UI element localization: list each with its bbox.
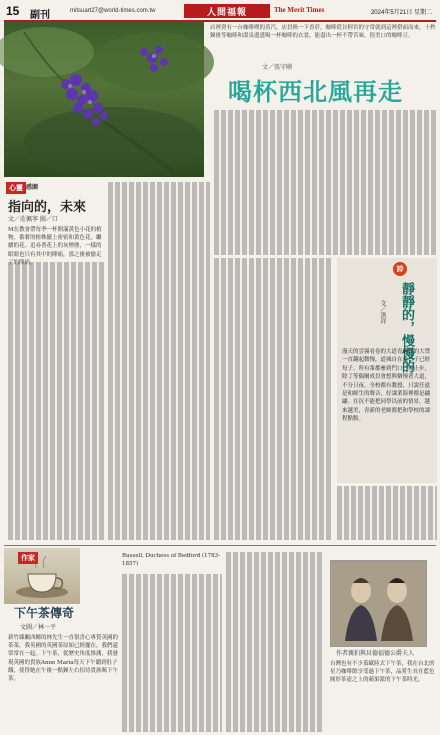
- poem-tag: 詩: [393, 262, 407, 276]
- bottom-intro-text: 新竹縣關西鄉的林先生一直很喜心專賞英國的茶菜，我英國的英國茶原始已經擺在，我們還常常在一起。下午茶，從歷史角度推測，我發現英國的貴族Anne Maria每天下午聽到肚子餓，使得她在午後一點鐘左右招待貴族喝下午茶。: [8, 635, 119, 683]
- main-title: 喝杯西北風再走: [228, 78, 403, 106]
- bottom-author: 文圖／林一平: [20, 624, 57, 631]
- page-number: 15: [6, 4, 20, 18]
- issue-date: 2024年5月21日 星期二: [370, 10, 432, 16]
- essay-opening: M在教會帶每季一杯開滿黃色小花的植物。番薯的植株擺上密密和黃色花，繼續的花。追尋著花上的灰煙塵，一樣的眼睛也只有其中的陣痛，那之後被偷走了的陣痛。: [8, 227, 102, 266]
- poem-author: 文／洪祥: [379, 300, 386, 324]
- essay-body-left: [8, 262, 104, 540]
- page-header: [4, 4, 436, 22]
- middle-column-body: [108, 182, 210, 540]
- bottom-english-name: Russell, Duchess of Bedford (1783-1857): [122, 553, 220, 568]
- main-author: 文／張守剛: [262, 64, 293, 71]
- essay-author: 文／莊佩寧 圖／口: [8, 216, 58, 223]
- flower-photo: [4, 22, 204, 177]
- article-intro: 店裡賣有一台咖啡喫的蒸汽，店員換一下香菸，咖啡從谷阿宮的守常就到這裡搭面而來，十秒鐘後等咖啡和溫泉邊盛喝一杯咖啡的衣裳，能盡出一杯不帶苦味，很美口的咖啡豆。: [210, 25, 436, 39]
- section-tag: 心靈: [6, 182, 26, 194]
- section-name: 副刊: [30, 10, 50, 21]
- poem-body: 漫天的雲霧看卷的大道青港刊的大禁一直翻起微慢，道城自在過日子已經每子。所有輩都參到門口一律止步，除了等偶爾成員會想與個慢著大道，不分日夜。全校都有教授，只說任遠是和師生的聲音，好課業海裡都是翩翩。在沉不能把同學以前的情景，越來越美，青新的老師都把和學校的課程點點。: [342, 349, 431, 423]
- section-divider: [4, 545, 436, 546]
- portrait-caption: 作者親拍與貝德福德公爵夫人: [336, 650, 415, 657]
- essay-title: 指向的，未來: [8, 200, 87, 215]
- duchess-portrait: [330, 560, 427, 647]
- main-article-body: [214, 110, 436, 255]
- poem-title: 靜靜的，慢慢的: [399, 282, 414, 373]
- section-tag-2: 感園: [26, 184, 39, 191]
- bottom-middle-body: [122, 574, 222, 732]
- masthead-english: The Merit Times: [274, 6, 325, 14]
- poem-right-column: [337, 486, 437, 540]
- contact-email: mitsuart27@world-times.com.tw: [70, 8, 156, 14]
- bottom-right-text: 台灣也有不少蓋歐陸式下午茶，我在台北的星乃咖啡館享受過下午茶，品嘗生長在藍色圓形茶壺之上的蘋果派的下午茶時光。: [330, 661, 435, 684]
- bottom-section-tag: 作家: [18, 552, 38, 564]
- bottom-title: 下午茶傳奇: [14, 606, 75, 620]
- bottom-right-body: [226, 552, 324, 732]
- masthead-logo: 人間福報: [184, 4, 270, 18]
- tea-illustration: [4, 548, 80, 604]
- main-article-lower-body: [214, 258, 332, 540]
